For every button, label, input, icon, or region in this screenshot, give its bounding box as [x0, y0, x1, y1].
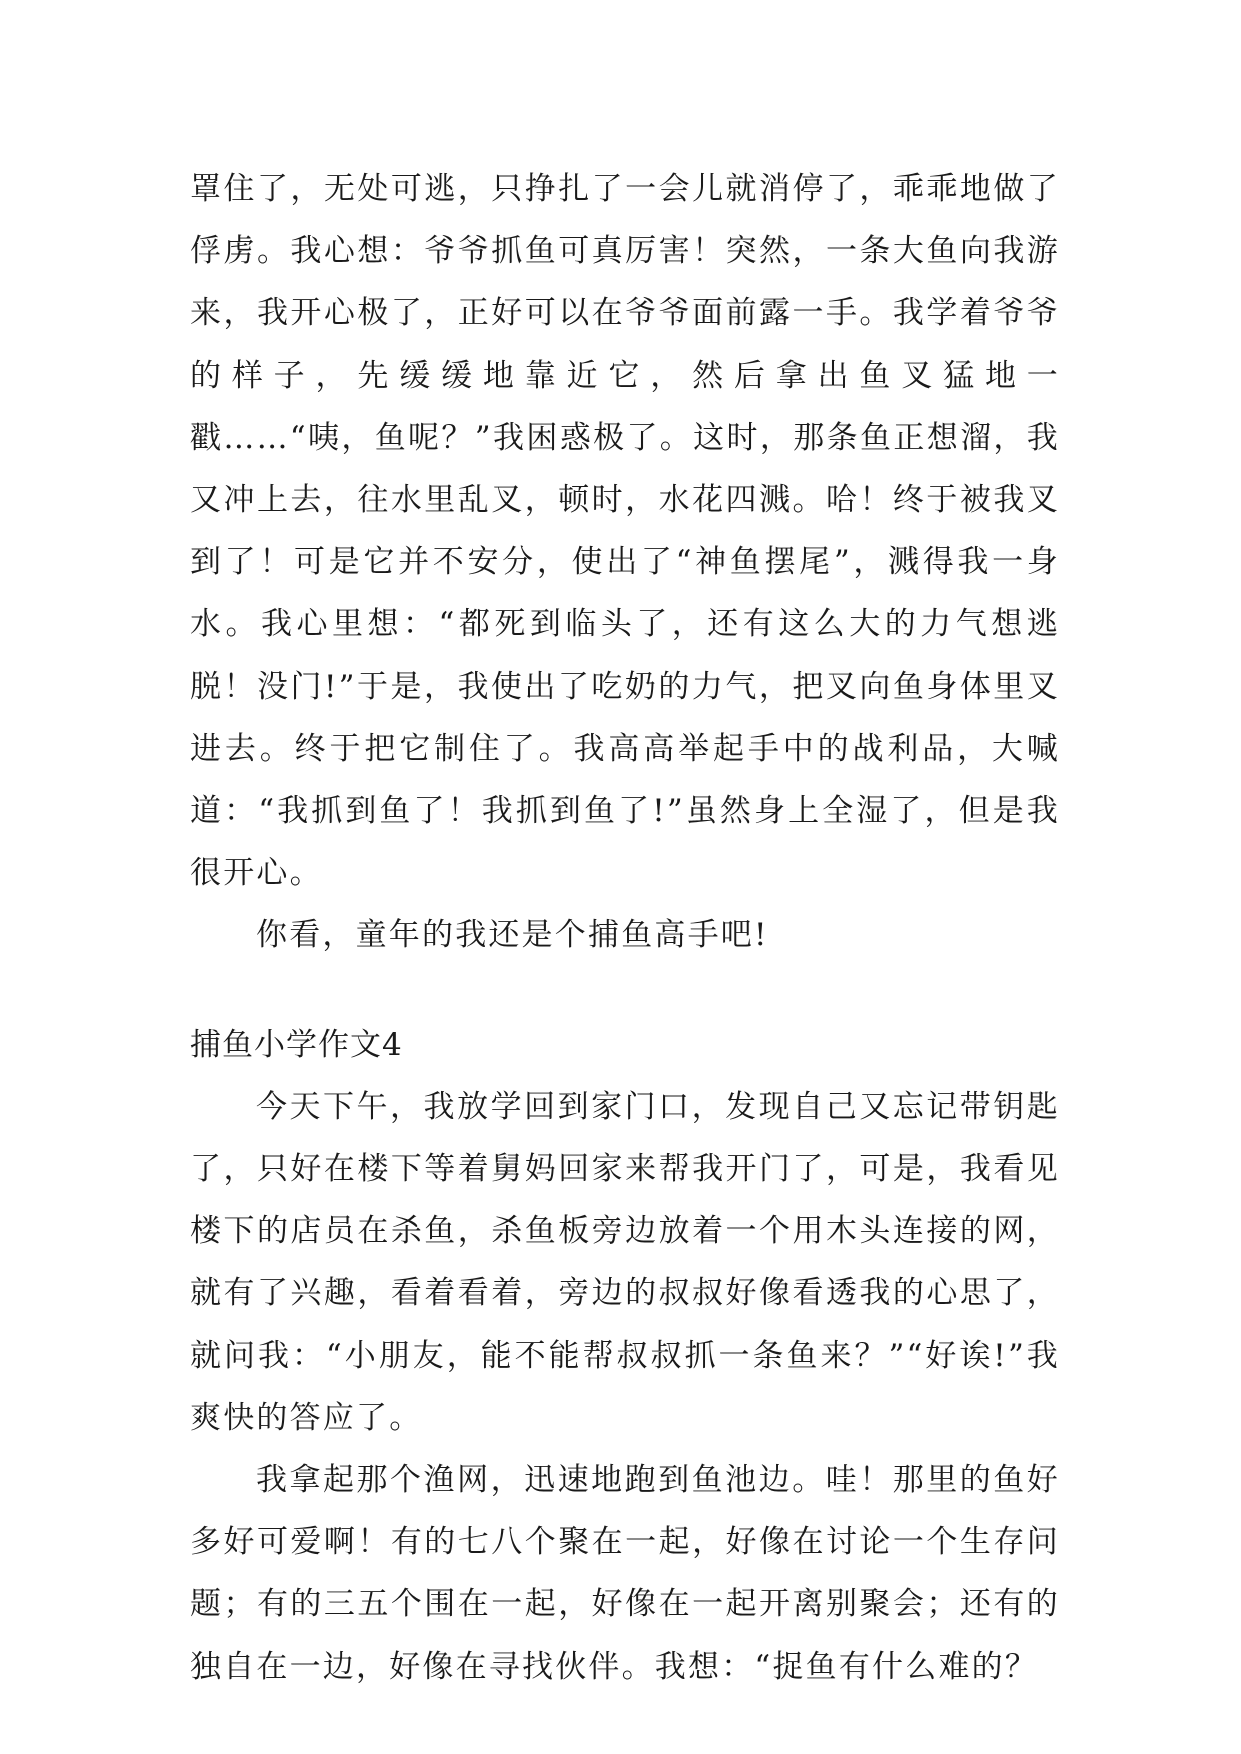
- document-body: [190, 158, 1060, 1698]
- paragraph-conclusion: 你看，童年的我还是个捕鱼高手吧!: [256, 917, 769, 954]
- section-title: 捕鱼小学作文4: [190, 1026, 403, 1063]
- paragraph: 今天下午，我放学回到家门口，发现自己又忘记带钥匙了，只好在楼下等着舅妈回家来帮我开门了，可是，我看见楼下的店员在杀鱼，杀鱼板旁边放着一个用木头连接的网，就有了兴趣，看着看着，旁边的叔叔好像看透我的心思了，就问我：“小朋友，能不能帮叔叔抓一条鱼来？”“好诶!”我爽快的答应了。: [190, 1088, 1060, 1436]
- paragraph: 我拿起那个渔网，迅速地跑到鱼池边。哇！那里的鱼好多好可爱啊！有的七八个聚在一起，好像在讨论一个生存问题；有的三五个围在一起，好像在一起开离别聚会；还有的独自在一边，好像在寻找伙伴。我想：“捉鱼有什么难的？: [190, 1462, 1060, 1685]
- paragraph-continued: 罩住了，无处可逃，只挣扎了一会儿就消停了，乖乖地做了俘虏。我心想：爷爷抓鱼可真厉害！突然，一条大鱼向我游来，我开心极了，正好可以在爷爷面前露一手。我学着爷爷的样子，先缓缓地靠近它，然后拿出鱼叉猛地一戳……“咦，鱼呢？”我困惑极了。这时，那条鱼正想溜，我又冲上去，往水里乱叉，顿时，水花四溅。哈！终于被我叉到了！可是它并不安分，使出了“神鱼摆尾”，溅得我一身水。我心里想：“都死到临头了，还有这么大的力气想逃脱！没门!”于是，我使出了吃奶的力气，把叉向鱼身体里叉进去。终于把它制住了。我高高举起手中的战利品，大喊道：“我抓到鱼了！我抓到鱼了!”虽然身上全湿了，但是我很开心。: [190, 171, 1061, 892]
